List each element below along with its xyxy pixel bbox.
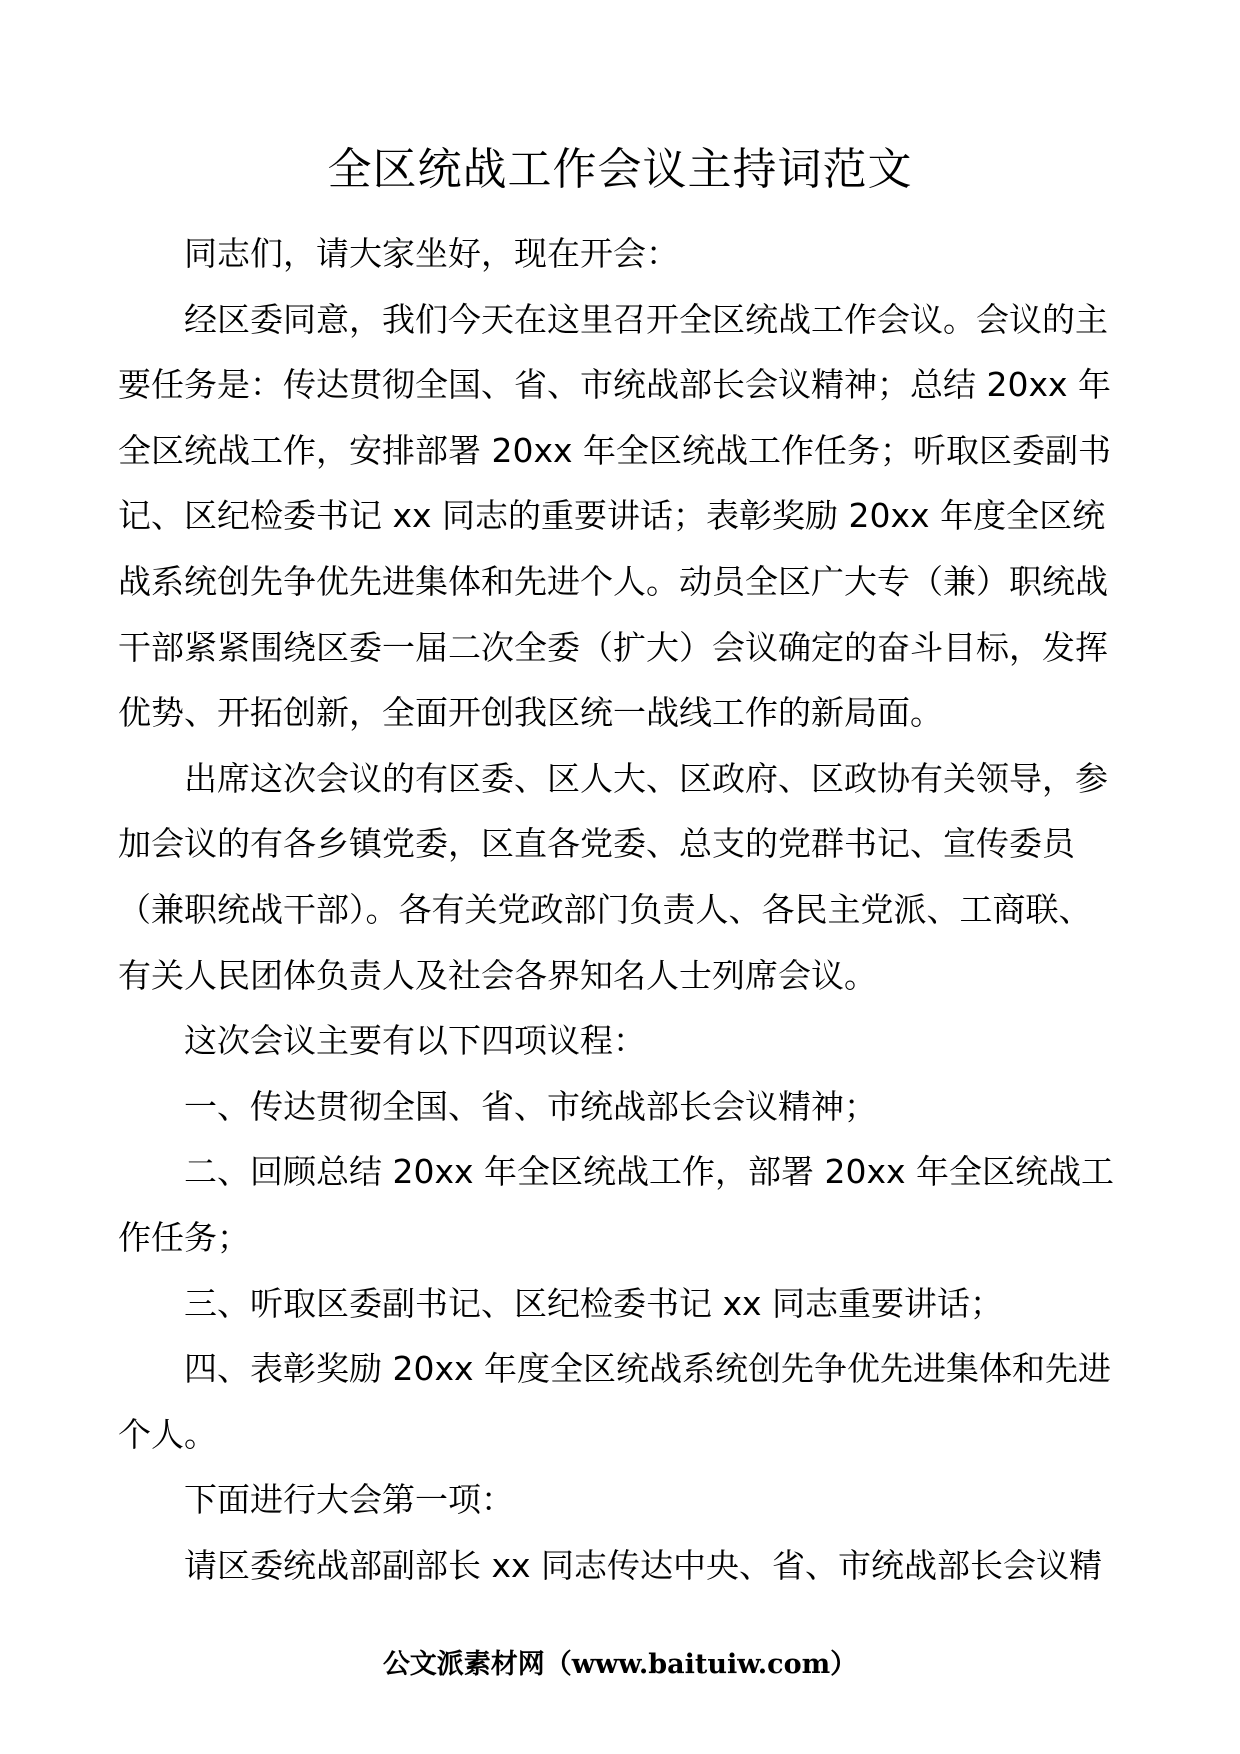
text-line: 作任务；	[118, 1217, 250, 1257]
text-line: 干部紧紧围绕区委一届二次全委（扩大）会议确定的奋斗目标，发挥	[118, 627, 1108, 667]
text-line: 有关人民团体负责人及社会各界知名人士列席会议。	[118, 955, 877, 995]
text-line: 三、听取区委副书记、区纪检委书记 xx 同志重要讲话；	[184, 1283, 1004, 1323]
text-line: 战系统创先争优先进集体和先进个人。动员全区广大专（兼）职统战	[118, 561, 1108, 601]
text-line: 请区委统战部副部长 xx 同志传达中央、省、市统战部长会议精	[184, 1545, 1103, 1585]
text-line: 四、表彰奖励 20xx 年度全区统战系统创先争优先进集体和先进	[184, 1349, 1112, 1389]
text-line: 二、回顾总结 20xx 年全区统战工作，部署 20xx 年全区统战工	[184, 1152, 1115, 1192]
text-line: 要任务是：传达贯彻全国、省、市统战部长会议精神；总结 20xx 年	[118, 365, 1112, 405]
text-line: 一、传达贯彻全国、省、市统战部长会议精神；	[184, 1086, 877, 1126]
text-line: 这次会议主要有以下四项议程：	[184, 1021, 646, 1061]
text-line: 优势、开拓创新，全面开创我区统一战线工作的新局面。	[118, 693, 943, 733]
text-line: 出席这次会议的有区委、区人大、区政府、区政协有关领导，参	[184, 758, 1108, 798]
text-line: 同志们，请大家坐好，现在开会：	[184, 234, 679, 273]
text-line: （兼职统战干部）。各有关党政部门负责人、各民主党派、工商联、	[118, 889, 1092, 929]
text-line: 记、区纪检委书记 xx 同志的重要讲话；表彰奖励 20xx 年度全区统	[118, 496, 1106, 536]
text-line: 下面进行大会第一项：	[184, 1480, 514, 1520]
text-line: 加会议的有各乡镇党委，区直各党委、总支的党群书记、宣传委员	[118, 824, 1075, 864]
document-body	[118, 221, 1128, 1598]
text-line: 全区统战工作，安排部署 20xx 年全区统战工作任务；听取区委副书	[118, 430, 1112, 470]
text-line: 个人。	[118, 1414, 217, 1454]
text-line: 经区委同意，我们今天在这里召开全区统战工作会议。会议的主	[184, 299, 1108, 339]
footer-watermark: 公文派素材网（www.baituiw.com）	[382, 1649, 858, 1680]
page-title: 全区统战工作会议主持词范文	[327, 144, 913, 195]
